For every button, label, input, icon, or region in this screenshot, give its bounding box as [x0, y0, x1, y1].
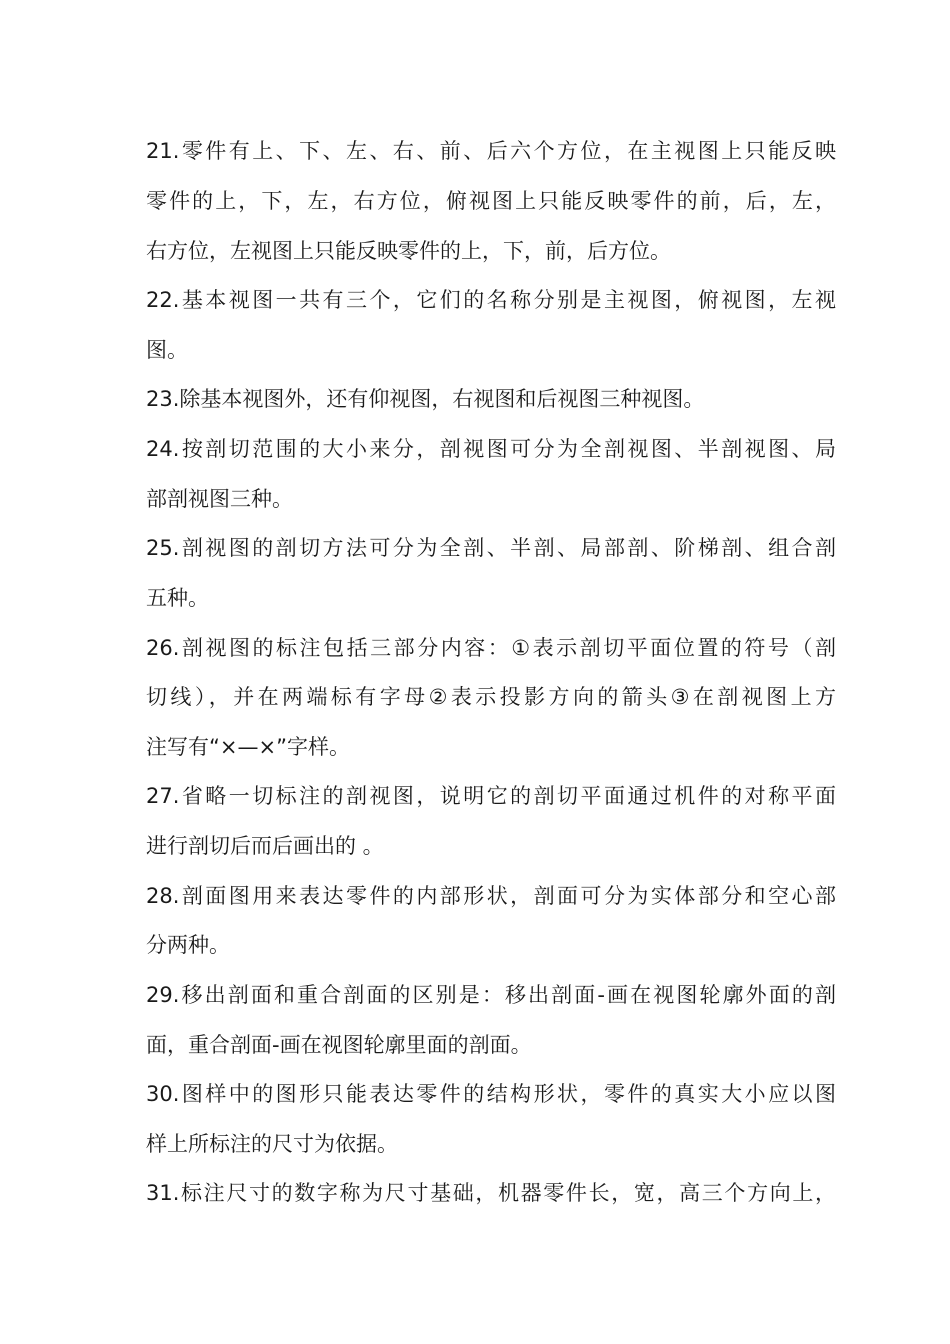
text-line: 分两种。 — [146, 933, 230, 957]
text-line: 27.省略一切标注的剖视图，说明它的剖切平面通过机件的对称平面 — [146, 784, 836, 808]
text-line: 样上所标注的尺寸为依据。 — [146, 1132, 398, 1156]
text-line: 右方位，左视图上只能反映零件的上，下，前，后方位。 — [146, 239, 671, 263]
text-line: 注写有“×—×”字样。 — [146, 735, 350, 759]
text-line: 23.除基本视图外，还有仰视图，右视图和后视图三种视图。 — [146, 387, 705, 411]
text-line: 30.图样中的图形只能表达零件的结构形状，零件的真实大小应以图 — [146, 1082, 836, 1106]
text-line: 28.剖面图用来表达零件的内部形状，剖面可分为实体部分和空心部 — [146, 884, 836, 908]
text-line: 24.按剖切范围的大小来分，剖视图可分为全剖视图、半剖视图、局 — [146, 437, 836, 461]
text-line: 26.剖视图的标注包括三部分内容：①表示剖切平面位置的符号（剖 — [146, 636, 836, 660]
text-line: 21.零件有上、下、左、右、前、后六个方位，在主视图上只能反映 — [146, 139, 836, 163]
text-line: 31.标注尺寸的数字称为尺寸基础，机器零件长，宽，高三个方向上， — [146, 1181, 836, 1205]
text-line: 25.剖视图的剖切方法可分为全剖、半剖、局部剖、阶梯剖、组合剖 — [146, 536, 836, 560]
text-line: 进行剖切后而后画出的 。 — [146, 834, 384, 858]
text-line: 部剖视图三种。 — [146, 487, 293, 511]
text-line: 22.基本视图一共有三个，它们的名称分别是主视图，俯视图，左视 — [146, 288, 836, 312]
text-line: 图。 — [146, 338, 188, 362]
text-line: 五种。 — [146, 586, 209, 610]
text-line: 切线），并在两端标有字母②表示投影方向的箭头③在剖视图上方 — [146, 685, 836, 709]
text-line: 29.移出剖面和重合剖面的区别是：移出剖面-画在视图轮廓外面的剖 — [146, 983, 836, 1007]
text-line: 面，重合剖面-画在视图轮廓里面的剖面。 — [146, 1033, 532, 1057]
text-line: 零件的上，下，左，右方位，俯视图上只能反映零件的前，后，左， — [146, 189, 836, 213]
